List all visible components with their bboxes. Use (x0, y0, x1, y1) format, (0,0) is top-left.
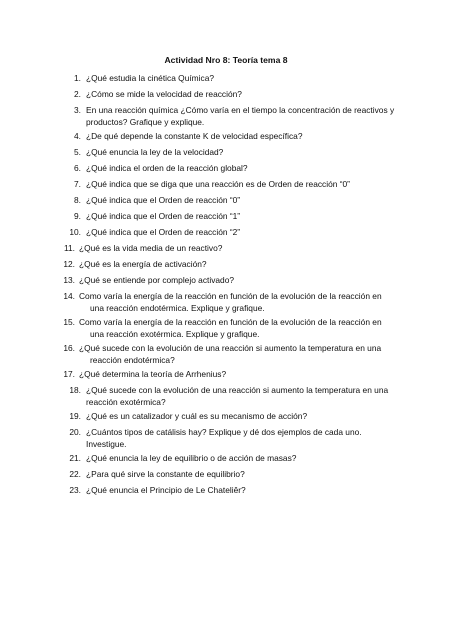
question-number: 5. (74, 147, 81, 157)
document-title: Actividad Nro 8: Teoría tema 8 (164, 55, 288, 65)
question-number: 1. (74, 73, 81, 83)
question-text (86, 195, 240, 207)
question-text (86, 469, 245, 481)
question-text-line: reacción endotérmica? (90, 354, 175, 365)
question-text-line: Como varía la energía de la reacción en función de la evolución de la reacción en (79, 291, 382, 301)
question-number: 23. (69, 485, 81, 495)
question-item (0, 469, 440, 481)
question-text-line: reacción exotérmica? (86, 396, 166, 407)
question-item (0, 453, 440, 465)
question-number: 3. (74, 105, 81, 115)
question-item (0, 369, 440, 381)
question-text-line: ¿Qué enuncia la ley de la velocidad? (86, 147, 224, 157)
question-text (79, 291, 382, 314)
question-number: 7. (74, 179, 81, 189)
question-text (86, 411, 307, 423)
question-item (0, 195, 440, 207)
question-text-line: ¿Qué indica que el Orden de reacción “0” (86, 195, 241, 205)
question-number: 2. (74, 89, 81, 99)
question-text (79, 369, 226, 381)
question-text-line: ¿Qué sucede con la evolución de una reacción si aumento la temperatura en una (86, 385, 389, 395)
question-number: 14. (63, 291, 75, 301)
question-item (0, 243, 440, 255)
question-text (79, 343, 381, 366)
question-item (0, 385, 440, 408)
question-number: 15. (63, 317, 75, 327)
question-text-line: ¿Cuántos tipos de catálisis hay? Explique y dé dos ejemplos de cada uno. (86, 427, 362, 437)
question-item (0, 275, 440, 287)
question-text-line: ¿Para qué sirve la constante de equilibrio? (86, 469, 245, 479)
question-number: 4. (74, 131, 81, 141)
question-item (0, 259, 440, 271)
question-item (0, 105, 440, 128)
question-number: 13. (63, 275, 75, 285)
question-item (0, 411, 440, 423)
question-item (0, 485, 440, 497)
question-text-line: ¿Qué indica que el Orden de reacción “2” (86, 227, 241, 237)
question-number: 20. (69, 427, 81, 437)
question-number: 16. (63, 343, 75, 353)
question-number: 22. (69, 469, 81, 479)
question-text-line: ¿Qué indica que el Orden de reacción “1” (86, 211, 241, 221)
question-item (0, 211, 440, 223)
question-number: 10. (69, 227, 81, 237)
question-number: 9. (74, 211, 81, 221)
question-text-line: ¿Qué indica que se diga que una reacción es de Orden de reacción “0” (86, 179, 350, 189)
question-text (86, 453, 296, 465)
question-text (86, 227, 240, 239)
question-number: 12. (63, 259, 75, 269)
question-text (86, 147, 223, 159)
question-text (86, 105, 394, 128)
question-text-line: ¿Cómo se mide la velocidad de reacción? (86, 89, 242, 99)
question-text-line: ¿Qué determina la teoría de Arrhenius? (79, 369, 227, 379)
question-number: 18. (69, 385, 81, 395)
question-text-line: ¿Qué es un catalizador y cuál es su mecanismo de acción? (86, 411, 308, 421)
question-text-line: ¿Qué enuncia el Principio de Le Chateliêr? (86, 485, 246, 495)
question-text-line: ¿Qué se entiende por complejo activado? (79, 275, 235, 285)
question-number: 6. (74, 163, 81, 173)
question-item (0, 89, 440, 101)
question-text-line: Como varía la energía de la reacción en función de la evolución de la reacción en (79, 317, 382, 327)
question-number: 17. (63, 369, 75, 379)
question-text (86, 485, 246, 497)
question-text-line: Investigue. (86, 438, 127, 449)
question-text-line: ¿Qué enuncia la ley de equilibrio o de acción de masas? (86, 453, 297, 463)
question-text-line: En una reacción química ¿Cómo varía en el tiempo la concentración de reactivos y (86, 105, 395, 115)
question-text (86, 211, 240, 223)
question-text-line: una reacción exotérmica. Explique y grafique. (90, 328, 260, 339)
question-number: 19. (69, 411, 81, 421)
question-text (86, 131, 303, 143)
question-number: 11. (63, 243, 75, 253)
question-item (0, 317, 440, 340)
question-text (86, 73, 214, 85)
question-text (86, 163, 248, 175)
question-text (79, 243, 222, 255)
question-number: 21. (69, 453, 81, 463)
question-item (0, 343, 440, 366)
question-text-line: ¿Qué es la energía de activación? (79, 259, 207, 269)
question-text (79, 317, 382, 340)
question-item (0, 131, 440, 143)
question-text-line: ¿Qué estudia la cinética Química? (86, 73, 215, 83)
question-item (0, 179, 440, 191)
question-text-line: ¿Qué es la vida media de un reactivo? (79, 243, 223, 253)
question-text-line: productos? Grafique y explique. (86, 116, 205, 127)
question-item (0, 427, 440, 450)
question-item (0, 163, 440, 175)
question-text (79, 275, 234, 287)
question-text (86, 385, 388, 408)
question-item (0, 227, 440, 239)
question-item (0, 73, 440, 85)
question-text (86, 427, 362, 450)
question-text-line: ¿Qué indica el orden de la reacción global? (86, 163, 248, 173)
question-text-line: ¿De qué depende la constante K de velocidad específica? (86, 131, 303, 141)
question-text-line: ¿Qué sucede con la evolución de una reacción si aumento la temperatura en una (79, 343, 382, 353)
question-text (86, 179, 350, 191)
question-number: 8. (74, 195, 81, 205)
question-text (79, 259, 207, 271)
question-text (86, 89, 242, 101)
question-item (0, 291, 440, 314)
question-text-line: una reacción endotérmica. Explique y grafique. (90, 302, 265, 313)
question-item (0, 147, 440, 159)
